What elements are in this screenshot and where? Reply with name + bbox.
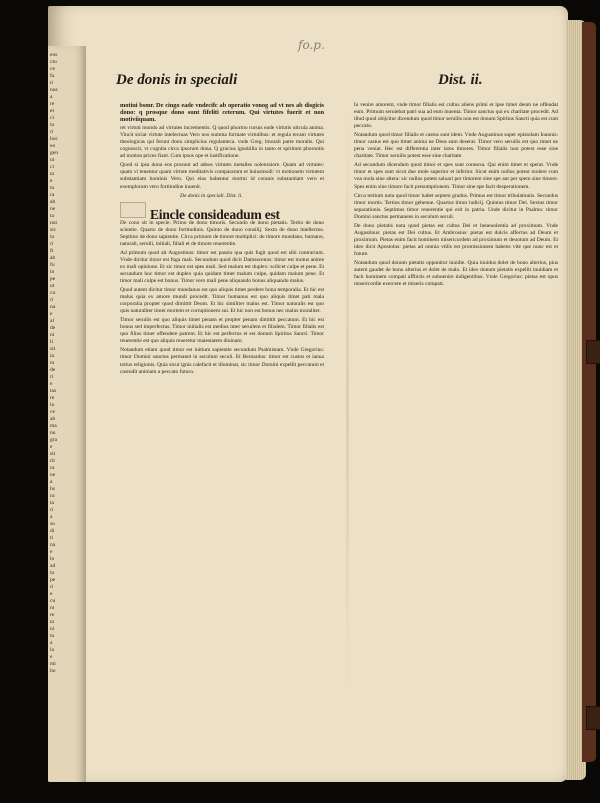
facing-page-line: ri (50, 584, 54, 590)
paragraph: Timor seruilis est quo aliquis timet penam et propter penam dimittit peccatum. Et hic est bonus sed imperfectus. Timor initialis est medius inter seruilem et filialem. Timor filialis est quo filius timet offendere patrem. Et hic est perfectus et est donum Spiritus Sancti. Timor reuerentie est quo aliquis reueretur maiestatem diuinam. (120, 317, 324, 345)
facing-page-line: pe (50, 577, 56, 583)
facing-page-line: a (50, 479, 53, 485)
facing-page-line: cu (50, 290, 56, 296)
facing-page-line: et (50, 108, 54, 114)
paragraph: Quod si ipsa dona eos prosunt ad adeos virtutes metalles nolenraiore. Quam ad virtutes: quam vi tenentur quam virtute meditativis compararunt et huiusmodi: vt motionem virtutem substantiam hominis Vero. Qui eius habentur mortui id coranis substantiam vero et exemplorum vero fortitudine inuenit. (120, 162, 324, 190)
facing-page-line: al (50, 318, 54, 324)
facing-page-line: tu (50, 360, 55, 366)
facing-page-line: ti (50, 80, 54, 86)
running-header-left: De donis in speciali (116, 72, 238, 88)
paragraph: Notandum etiam quod timor est initium sapientie secundum Psalmistam. Vnde Gregorius: timor Domini sanctus permanet in seculum seculi. Et Bernardus: timor est custos et ianua totius religionis. Quia sicut ignis calefacit et illuminat, sic timor Domini expellit peccatum et custodit animam a peccato futuro. (120, 347, 324, 375)
section-title: Eincle consideadum est (150, 206, 280, 222)
facing-page-line: ri (50, 374, 54, 380)
paragraph: Ad primum quod ait Augustinus: timor est passio qua quis fugit quod est sibi contrarium. Vnde dicitur timor est fuga mali. Secundum quod dicit Damascenus: timor est motus anime ex mali opinione. Et sic timor est spes mali. Sed malum est duplex: scilicet culpe et pene. Et secundum hoc timor est duplex quia quidam timet malum culpe, quidam malum pene. Et timor mali culpe est bonus. Timor vero mali pene aliquando bonus aliquando malus. (120, 249, 324, 284)
facing-page-text (50, 52, 84, 675)
facing-page-line: ci (50, 115, 54, 121)
facing-page-line: nu (50, 430, 56, 436)
facing-page-line: ctu (50, 59, 57, 65)
facing-page-line: re (50, 395, 55, 401)
facing-page-line: nus (50, 87, 58, 93)
facing-page-line: tu (50, 570, 55, 576)
facing-page-line: na (50, 542, 56, 548)
paragraph: hi venire amorem, vnde timor filialis est cultus aliens primi et ipse timet deum ne offendat eum. Primum seruiebat patri sua ad eum inuenta. Timor sanctus qui ex charitate procedit. Ad illud quod obijcitur dicendum quod timor seruilis non est donum Spiritus Sancti quia est cum peccato. (354, 102, 558, 130)
initial-space (120, 202, 146, 218)
facing-page-line: li (50, 339, 54, 345)
facing-page-line: de (50, 325, 56, 331)
facing-page-line: ce (50, 409, 55, 415)
facing-page-line: ni (50, 332, 55, 338)
facing-page-line: ti (50, 535, 54, 541)
facing-page-line: ab (50, 255, 56, 261)
facing-page-line: ad (50, 563, 56, 569)
paragraph: Quod autem dicitur timor mundanus est quo aliquis timet perdere bona temporalia. Et hic est malus quia ex amore mundi procedit. Timor humanus est quo aliquis timet pati mala corporalia propter quod dimittit Deum. Et hic similiter malus est. Timor naturalis est quo quis naturaliter timet mortem et corruptionem sui. Et hic non est bonus nec malus moraliter. (120, 287, 324, 315)
facing-page-line: ci (50, 164, 54, 170)
facing-page-line: ut (50, 283, 55, 289)
facing-page-line: sit (50, 451, 56, 457)
facing-page-line: hs (50, 486, 55, 492)
book-cover (582, 22, 596, 762)
running-header-right: Dist. ii. (438, 72, 483, 88)
facing-page-line: ri (50, 129, 54, 135)
facing-page-line: tu (50, 633, 55, 639)
facing-page-line: re (50, 612, 55, 618)
facing-page-line: bo (50, 668, 56, 674)
facing-page-line: ra (50, 465, 55, 471)
facing-page-line: ri (50, 241, 54, 247)
paragraph: ret virtuti mondo ad virtutes incrementis. Q quod phormo rursus eade virtutis uticula anima. Vincit siciat virtute intelectuas Vero nos summa formate virtutibus: et regula tecam virtutes theologicas qui ferunt donu simplicius regulanteca. vnde Greg. lmorali parte moralis. Qui cognoscit, vt cognita circa ipsorum dona. Q gracius ignobilia in tanto et spiritum phorontis ad motion prices fiant. Cum ipsos ope et iustificatione. (120, 125, 324, 160)
facing-page-line: in (50, 402, 55, 408)
paragraph: De cono sit in specie. Primo de dono timoris. Secundo de dono pietatis. Tertio de dono scientie. Quarto de dono fortitudinis. Quinto de dono consilij. Sexto de dono intellectus. Septimo de dono sapientie. Circa primum de timore multiplici: de timore mundano, humano, naturali, seruili, initiali, filiali et de timore reuerentie. (120, 219, 324, 247)
paragraph: Ad secundum dicendum quod timor et spes sunt connexa. Qui enim timet et sperat. Vnde timor et spes sunt sicut due mole superior et inferior. Sicut enim nullus potest molere cum vna mola sine altera: sic nullus potest saluari per timorem sine spe aut per spem sine timore. Spes enim sine timore facit presumptionem. Timor sine spe facit desperationem. (354, 162, 558, 190)
facing-page-line: ne (50, 206, 56, 212)
facing-page-line: ab (50, 416, 56, 422)
section-heading (120, 202, 324, 222)
facing-page-line: sic (50, 227, 57, 233)
facing-page-line: ne (50, 472, 56, 478)
facing-page-line: ni (50, 626, 55, 632)
facing-page-line: e (50, 381, 53, 387)
facing-page-line: na (50, 304, 56, 310)
facing-page-line: e (50, 444, 53, 450)
facing-page-line: ce (50, 66, 55, 72)
facing-page-line: tu (50, 122, 55, 128)
facing-page-line: a (50, 640, 53, 646)
facing-page-line: ft (50, 248, 54, 254)
facing-page-line: ta (50, 171, 54, 177)
facing-page-line: ta (50, 213, 54, 219)
facing-page-line: e (50, 549, 53, 555)
facing-page-line: ab (50, 199, 56, 205)
facing-page-line: tu (50, 234, 55, 240)
facing-page-line: cu (50, 598, 56, 604)
column-gutter (346, 102, 349, 702)
facing-page-line: ia (50, 353, 54, 359)
facing-page-line: a (50, 94, 53, 100)
facing-page-line: ma (50, 423, 57, 429)
right-text-column (354, 102, 558, 778)
facing-page-line: a (50, 514, 53, 520)
facing-page-line: hoc (50, 136, 58, 142)
facing-page-line: tu (50, 185, 55, 191)
facing-page-line: re (50, 101, 55, 107)
paragraph: De dono pietatis nota quod pietas est cultus Dei et beneuolentia ad proximum. Vnde Augustinus: pietas est Dei cultus. Et Ambrosius: pietas est dulcis affectus ad Deum et proximum. Pietas enim facit hominem misericordem ad proximum et deuotum ad Deum. Et ideo dicit Apostolus: pietas ad omnia vtilis est promissionem habens vite que nunc est et future. (354, 222, 558, 257)
facing-page-line: tas (50, 388, 57, 394)
facing-page-line: lo (50, 556, 55, 562)
paragraph: Notandum quod timor filialis et castus sunt idem. Vnde Augustinus super epistolam Ioannis: timor castus est quo timet anima ne Deus eam deserat. Timor vero seruilis est quo timet ne pena veniat. Hec est differentia inter istos timores. Timor filialis non potest esse sine charitate. Timor seruilis potest esse sine charitate. (354, 132, 558, 160)
book-page (48, 6, 568, 782)
facing-page-line: e (50, 591, 53, 597)
facing-page-line: rit (50, 458, 55, 464)
clasp-strap (586, 706, 600, 730)
facing-page-line: eo (50, 143, 56, 149)
facing-page-line: ta (50, 500, 54, 506)
facing-page-line: la (50, 647, 54, 653)
facing-page-line: gra (50, 437, 58, 443)
facing-page-line: ri (50, 507, 54, 513)
lead-paragraph: motiui bsmr. De cingo eade vndecifc ab operatio vonog ad vt nes ab disgicis dono: q prosque dono sunt fifeliti ceterum. Qui virtutes fuerit et non motiviiquam. (120, 102, 324, 124)
facing-page-line: e (50, 311, 53, 317)
facing-page-line: in (50, 269, 55, 275)
facing-page-line: fu (50, 262, 55, 268)
facing-page-line: e (50, 178, 53, 184)
facing-page-line: fa (50, 73, 55, 79)
facing-page-line: e (50, 654, 53, 660)
facing-page-line: ut (50, 157, 55, 163)
facing-page-line: de (50, 367, 56, 373)
facing-page-line: nt (50, 605, 55, 611)
facing-page-line: eos (50, 52, 58, 58)
facing-page-line: ri (50, 297, 54, 303)
clasp-strap (586, 340, 600, 364)
paragraph: Circa tertium nota quod timor habet septem gradus. Primus est timor tribulationis. Secundus timor mortis. Tertius timor gehenne. Quartus timor iudicij. Quintus timor Dei. Sextus timor separationis. Septimus timor reuerentie qui erit in patria. Unde dicitur in Psalmo: timor Domini sanctus permanens in seculum seculi. (354, 192, 558, 220)
facing-page-line: so (50, 521, 55, 527)
section-note: De donis in speciali. Dist. ii. (180, 192, 243, 199)
facing-page-line: nut (50, 220, 58, 226)
facing-page-line: ta (50, 619, 54, 625)
facing-page-line: ra (50, 192, 55, 198)
facing-page-line: mi (50, 661, 56, 667)
facing-page-line: gen (50, 150, 58, 156)
facing-page-line: di (50, 528, 55, 534)
facing-page-line: sit (50, 346, 56, 352)
paragraph: Notandum quod donum pietatis opponitur inuidie. Quia inuidus dolet de bono alterius, pius autem gaudet de bono alterius et dolet de malo. Et ideo donum pietatis expellit inuidiam et facit hominem compati afflictis et subuenire indigentibus. Vnde Gregorius: pietas est opus misericordie exercere et miseris compati. (354, 259, 558, 288)
left-text-column (120, 102, 324, 778)
facing-page-edge (48, 46, 86, 782)
pencil-note: fo.p. (298, 38, 325, 52)
facing-page-line: pe (50, 276, 56, 282)
facing-page-line: nc (50, 493, 56, 499)
